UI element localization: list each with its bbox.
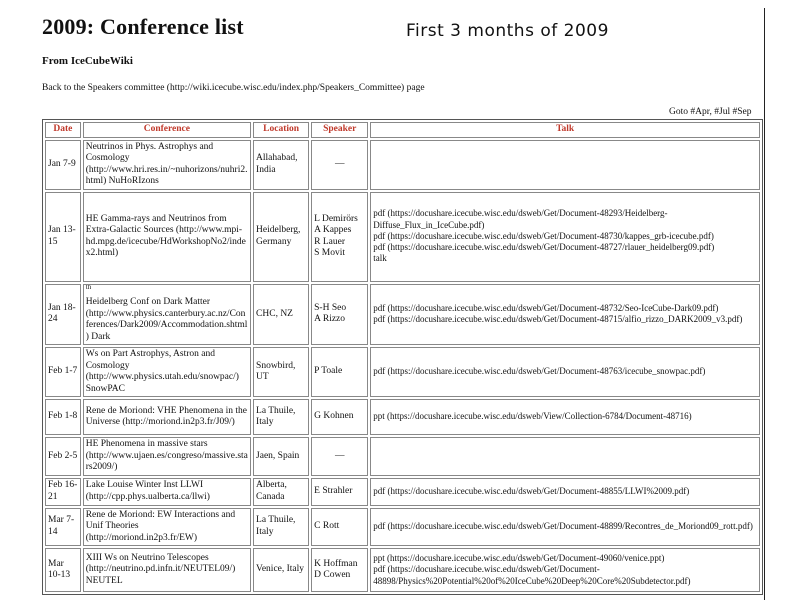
date-cell: Jan 18-24 [45, 284, 81, 346]
conference-link[interactable] [83, 284, 251, 346]
speaker-cell: K Hoffman D Cowen [311, 548, 368, 592]
location-cell: Heidelberg, Germany [253, 192, 309, 282]
speaker-cell: E Strahler [311, 478, 368, 506]
location-cell: Jaen, Spain [253, 437, 309, 476]
header-location[interactable]: Location [253, 122, 309, 138]
conference-link[interactable]: Lake Louise Winter Inst LLWI (http://cpp.phys.ualberta.ca/llwi) [83, 478, 251, 506]
table-row [45, 478, 760, 506]
ordinal-superscript: th [85, 283, 92, 291]
speaker-cell: C Rott [311, 508, 368, 547]
date-cell: Feb 2-5 [45, 437, 81, 476]
date-cell: Jan 7-9 [45, 140, 81, 190]
location-cell: Snowbird, UT [253, 347, 309, 397]
slide-banner: First 3 months of 2009 [406, 21, 609, 41]
talk-links[interactable]: pdf (https://docushare.icecube.wisc.edu/dsweb/Get/Document-48293/Heidelberg-Diffuse_Flux_in_IceCube.pdf) pdf (https://docushare.icecube.wisc.edu/dsweb/Get/Document-48730/kappes_grb-icecube.pdf) pdf (https://docushare.icecube.wisc.edu/dsweb/Get/Document-48727/rlauer_heidelberg09.pdf) talk [370, 192, 760, 282]
header-conference[interactable]: Conference [83, 122, 251, 138]
table-row [45, 548, 760, 592]
header-row [45, 122, 760, 138]
date-cell: Mar 7-14 [45, 508, 81, 547]
talk-links[interactable]: pdf (https://docushare.icecube.wisc.edu/dsweb/Get/Document-48855/LLWI%2009.pdf) [370, 478, 760, 506]
speaker-cell: G Kohnen [311, 399, 368, 435]
date-cell: Mar 10-13 [45, 548, 81, 592]
conference-link[interactable]: HE Gamma-rays and Neutrinos from Extra-Galactic Sources (http://www.mpi-hd.mpg.de/icecube/HdWorkshopNo2/index2.html) [83, 192, 251, 282]
speaker-cell: P Toale [311, 347, 368, 397]
location-cell: Venice, Italy [253, 548, 309, 592]
date-cell: Feb 16-21 [45, 478, 81, 506]
location-cell: La Thuile, Italy [253, 399, 309, 435]
header-talk[interactable]: Talk [370, 122, 760, 138]
talk-links[interactable]: pdf (https://docushare.icecube.wisc.edu/dsweb/Get/Document-48763/icecube_snowpac.pdf) [370, 347, 760, 397]
speaker-cell: — [311, 437, 368, 476]
date-cell: Feb 1-7 [45, 347, 81, 397]
back-link[interactable]: Back to the Speakers committee (http://wiki.icecube.wisc.edu/index.php/Speakers_Committee) page [42, 83, 425, 93]
divider-line [764, 8, 765, 600]
header-date[interactable]: Date [45, 122, 81, 138]
speaker-cell: — [311, 140, 368, 190]
table-row [45, 508, 760, 547]
conference-table [42, 119, 763, 595]
talk-links[interactable] [370, 140, 760, 190]
talk-links[interactable] [370, 437, 760, 476]
conference-link[interactable]: Neutrinos in Phys. Astrophys and Cosmology (http://www.hri.res.in/~nuhorizons/nuhri2.html) NuHoRIzons [83, 140, 251, 190]
location-cell: CHC, NZ [253, 284, 309, 346]
conference-link[interactable]: Rene de Moriond: VHE Phenomena in the Universe (http://moriond.in2p3.fr/J09/) [83, 399, 251, 435]
table-row [45, 284, 760, 346]
location-cell: Alberta, Canada [253, 478, 309, 506]
date-cell: Jan 13-15 [45, 192, 81, 282]
table-row [45, 347, 760, 397]
table-row [45, 399, 760, 435]
speaker-cell: L Demirörs A Kappes R Lauer S Movit [311, 192, 368, 282]
page-title: 2009: Conference list [42, 14, 244, 39]
talk-links[interactable]: ppt (https://docushare.icecube.wisc.edu/dsweb/View/Collection-6784/Document-48716) [370, 399, 760, 435]
conference-link[interactable]: Rene de Moriond: EW Interactions and Unif Theories (http://moriond.in2p3.fr/EW) [83, 508, 251, 547]
conference-text: Heidelberg Conf on Dark Matter (http://www.physics.canterbury.ac.nz/Conferences/Dark2009/Accommodation.shtml) Dark [85, 297, 248, 342]
location-cell: Allahabad, India [253, 140, 309, 190]
talk-links[interactable]: ppt (https://docushare.icecube.wisc.edu/dsweb/Get/Document-49060/venice.ppt) pdf (https://docushare.icecube.wisc.edu/dsweb/Get/Document-48898/Physics%20Potential%20of%20IceCube%20Deep%20Core%20Subdetector.pdf) [370, 548, 760, 592]
source-label: From IceCubeWiki [42, 55, 133, 67]
goto-links[interactable]: Goto #Apr, #Jul #Sep [669, 107, 752, 117]
table-row [45, 192, 760, 282]
table-row [45, 140, 760, 190]
table-row [45, 437, 760, 476]
conference-link[interactable]: XIII Ws on Neutrino Telescopes (http://neutrino.pd.infn.it/NEUTEL09/) NEUTEL [83, 548, 251, 592]
speaker-cell: S-H Seo A Rizzo [311, 284, 368, 346]
location-cell: La Thuile, Italy [253, 508, 309, 547]
header-speaker[interactable]: Speaker [311, 122, 368, 138]
conference-link[interactable]: Ws on Part Astrophys, Astron and Cosmology (http://www.physics.utah.edu/snowpac/) SnowPAC [83, 347, 251, 397]
talk-links[interactable]: pdf (https://docushare.icecube.wisc.edu/dsweb/Get/Document-48899/Recontres_de_Moriond09_rott.pdf) [370, 508, 760, 547]
date-cell: Feb 1-8 [45, 399, 81, 435]
talk-links[interactable]: pdf (https://docushare.icecube.wisc.edu/dsweb/Get/Document-48732/Seo-IceCube-Dark09.pdf) pdf (https://docushare.icecube.wisc.edu/dsweb/Get/Document-48715/alfio_rizzo_DARK2009_v3.pdf) [370, 284, 760, 346]
conference-link[interactable]: HE Phenomena in massive stars (http://www.ujaen.es/congreso/massive.stars2009/) [83, 437, 251, 476]
